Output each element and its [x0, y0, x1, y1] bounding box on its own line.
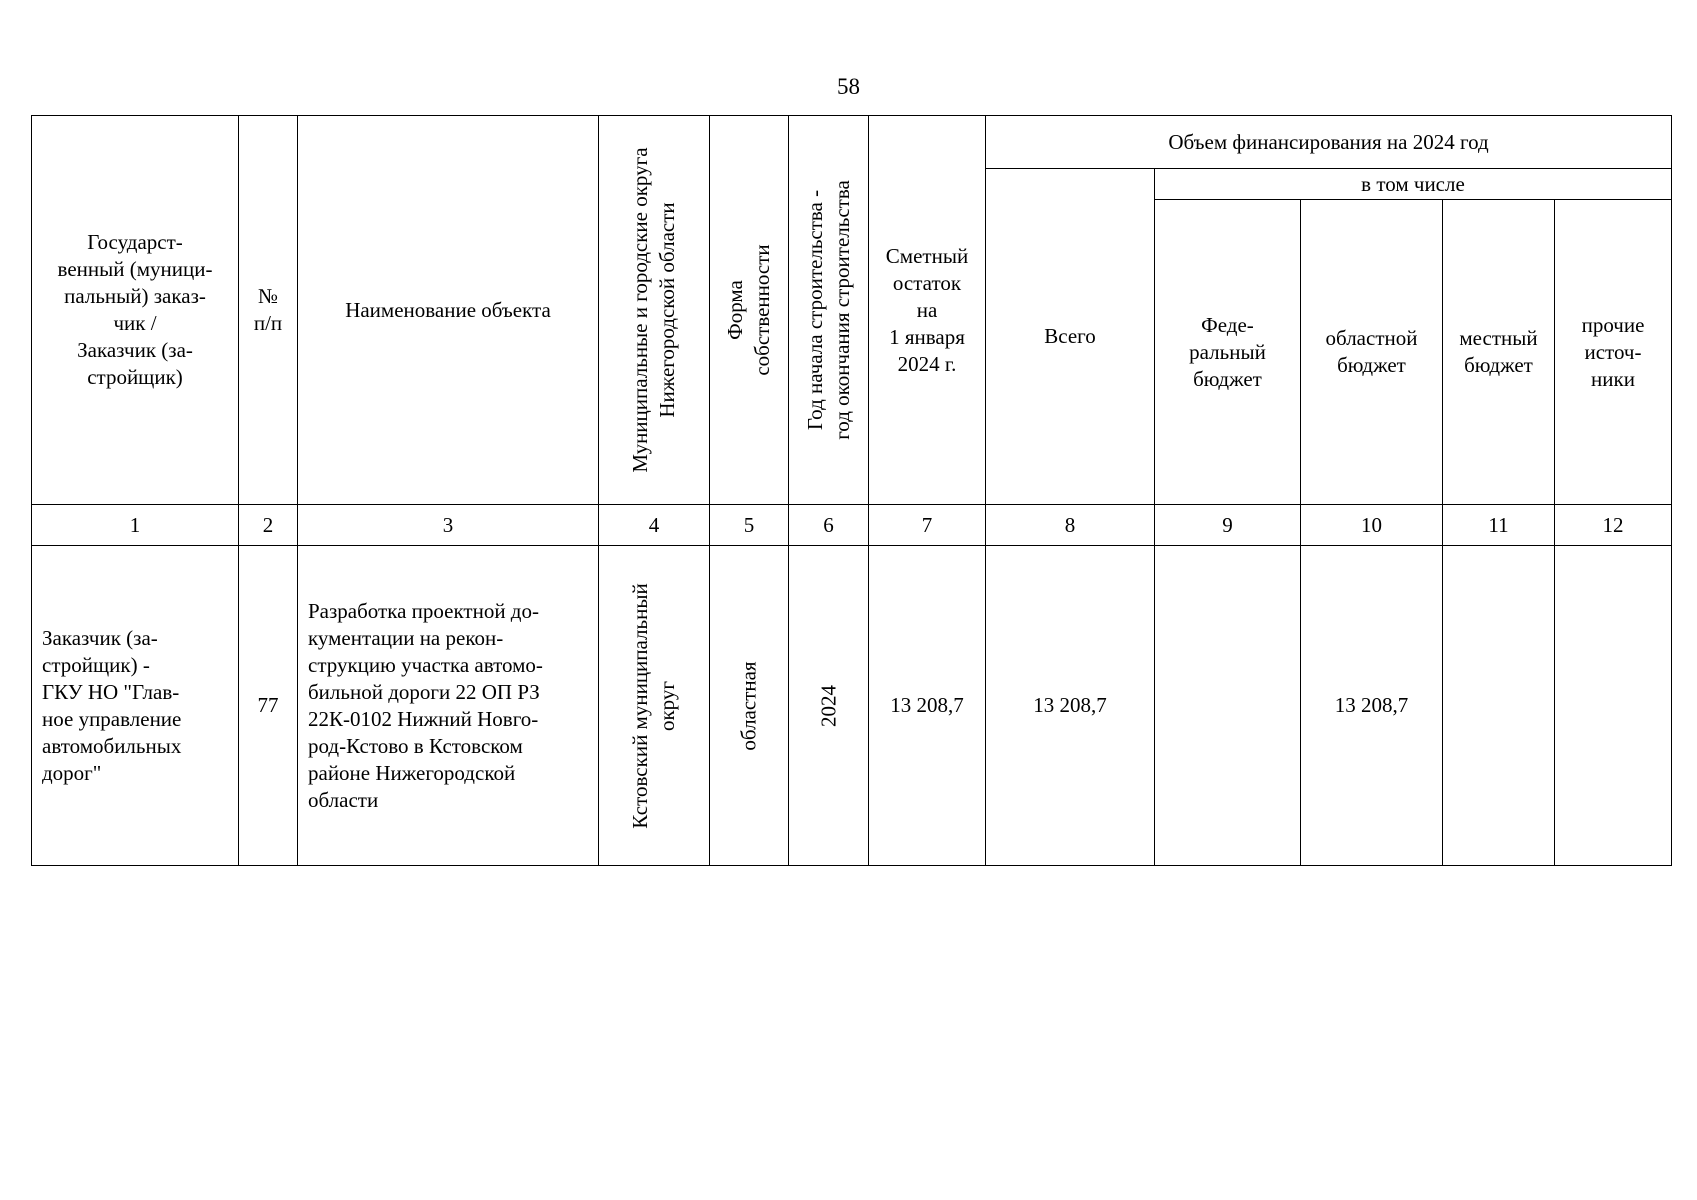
column-number: 4 [599, 505, 710, 546]
row-number: 77 [239, 546, 298, 866]
header-total: Всего [986, 169, 1155, 505]
row-other [1555, 546, 1672, 866]
column-number: 12 [1555, 505, 1672, 546]
header-funding-title: Объем финансирования на 2024 год [986, 116, 1672, 169]
column-number: 3 [298, 505, 599, 546]
header-ownership [710, 116, 789, 505]
header-districts-text: Муниципальные и городские округа Нижегородской области [628, 147, 679, 473]
row-ownership [710, 546, 789, 866]
column-number: 6 [789, 505, 869, 546]
header-local: местный бюджет [1443, 200, 1555, 505]
header-other: прочие источ- ники [1555, 200, 1672, 505]
row-estimate: 13 208,7 [869, 546, 986, 866]
row-ownership-text: областная [736, 660, 761, 751]
column-number: 7 [869, 505, 986, 546]
row-years [789, 546, 869, 866]
row-district [599, 546, 710, 866]
column-number: 8 [986, 505, 1155, 546]
row-federal [1155, 546, 1301, 866]
header-years-text: Год начала строительства - год окончания строительства [802, 180, 854, 440]
page-number: 58 [837, 74, 860, 99]
table-row [32, 546, 1672, 866]
column-number: 2 [239, 505, 298, 546]
column-number: 9 [1155, 505, 1301, 546]
row-total: 13 208,7 [986, 546, 1155, 866]
column-number: 10 [1301, 505, 1443, 546]
column-number: 11 [1443, 505, 1555, 546]
header-object-name: Наименование объекта [298, 116, 599, 505]
row-district-text: Кстовский муниципальный округ [628, 582, 679, 829]
row-customer: Заказчик (за- стройщик) - ГКУ НО "Глав- ное управление автомобильных дорог" [32, 546, 239, 866]
column-number-row [32, 505, 1672, 546]
column-number: 5 [710, 505, 789, 546]
header-regional: областной бюджет [1301, 200, 1443, 505]
row-years-text: 2024 [816, 684, 840, 727]
financing-table [31, 115, 1672, 866]
row-local [1443, 546, 1555, 866]
header-customer: Государст- венный (муници- пальный) заказ- чик / Заказчик (за- стройщик) [32, 116, 239, 505]
header-years [789, 116, 869, 505]
header-estimate: Сметный остаток на 1 января 2024 г. [869, 116, 986, 505]
header-federal: Феде- ральный бюджет [1155, 200, 1301, 505]
row-regional: 13 208,7 [1301, 546, 1443, 866]
column-number: 1 [32, 505, 239, 546]
header-including: в том числе [1155, 169, 1672, 200]
header-ownership-text: Форма собственности [723, 244, 774, 376]
row-object-name: Разработка проектной до- кументации на рекон- струкцию участка автомо- бильной дороги 22 ОП РЗ 22К-0102 Нижний Новго- род-Кстово в Кстовском районе Нижегородской области [298, 546, 599, 866]
header-number: № п/п [239, 116, 298, 505]
header-row-1 [32, 116, 1672, 169]
header-districts [599, 116, 710, 505]
